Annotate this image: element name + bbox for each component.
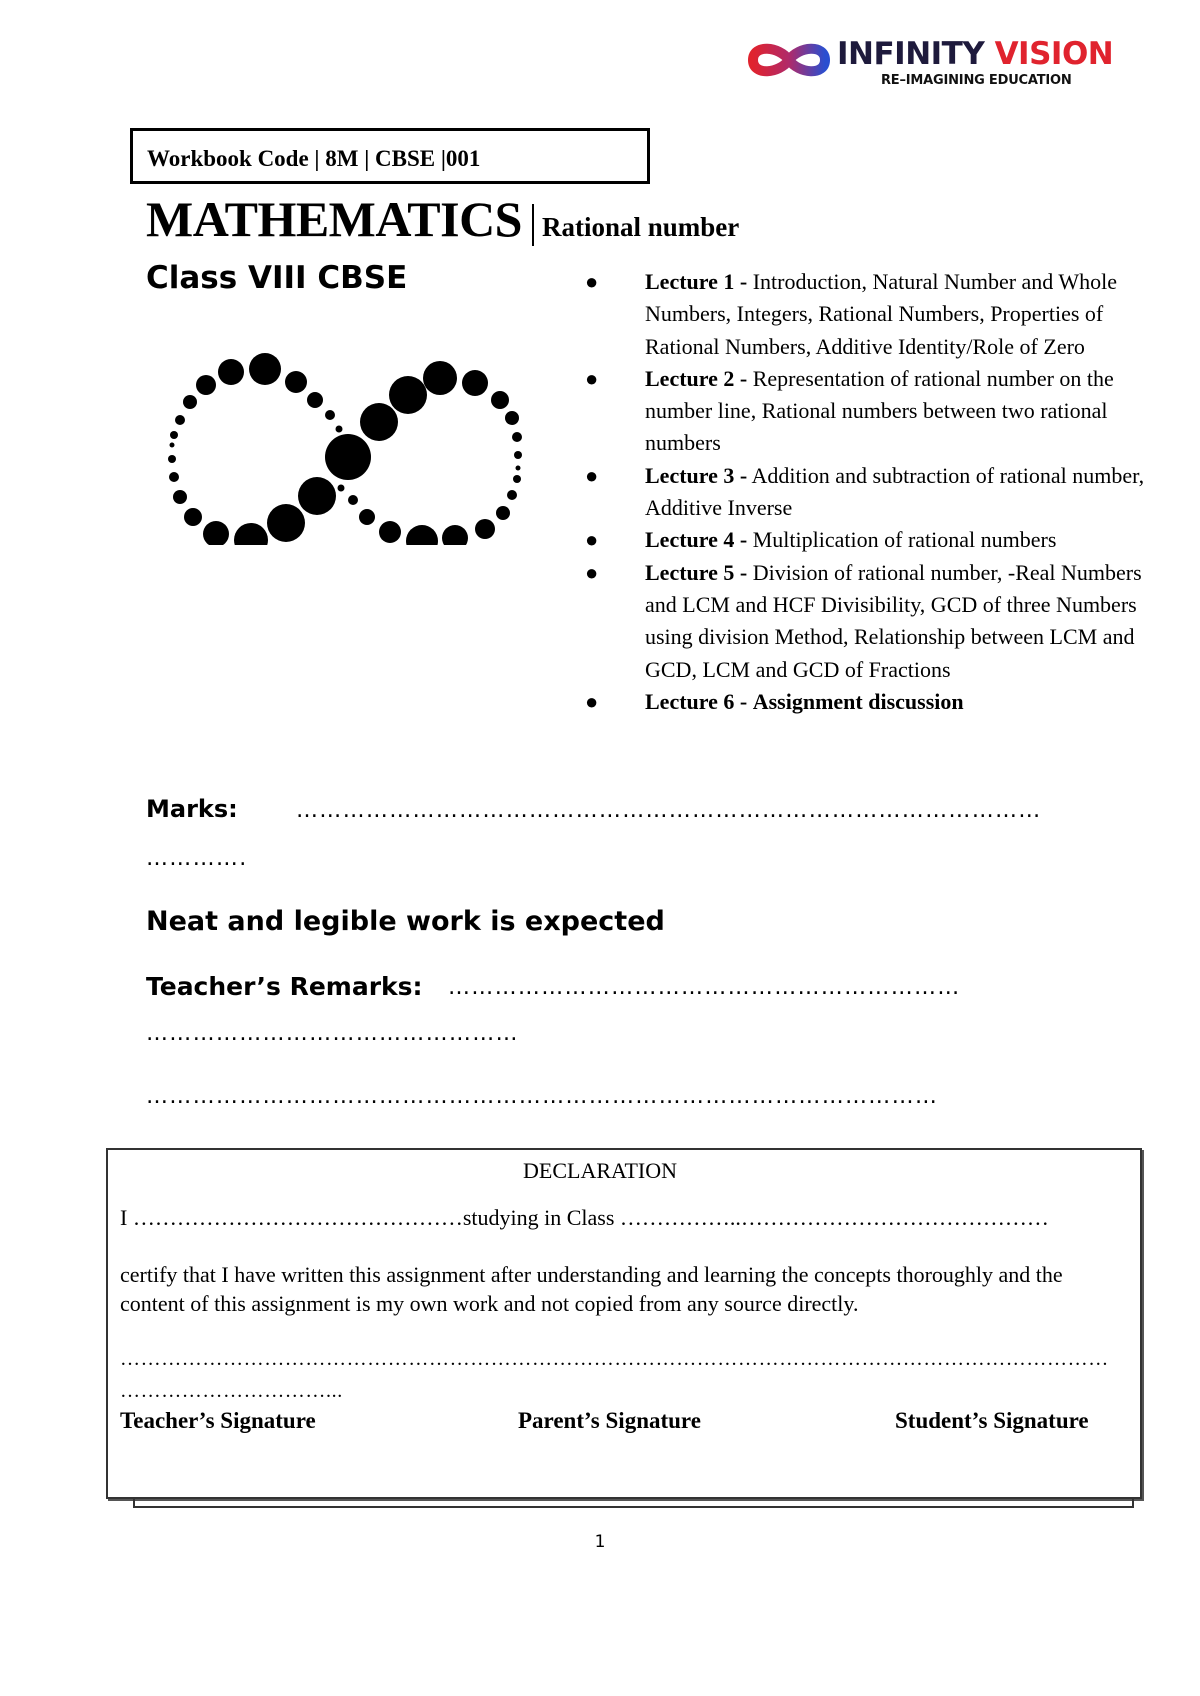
bullet-icon: ● xyxy=(585,269,599,294)
lecture-label: Lecture 1 - xyxy=(645,269,748,294)
lecture-label: Lecture 5 - xyxy=(645,559,748,585)
brand-name xyxy=(837,36,1113,72)
teacher-remarks-label: Teacher’s Remarks: xyxy=(146,972,423,1001)
topic-title: Rational number xyxy=(542,212,740,242)
workbook-code: Workbook Code | 8M | CBSE |001 xyxy=(147,146,481,171)
lecture-list xyxy=(585,266,1145,718)
lecture-text: Introduction, Natural Number and Whole Numbers, Integers, Rational Numbers, Properties of Rational Numbers, Additive Identity/Role of Zero xyxy=(645,269,1118,359)
lecture-item xyxy=(585,266,1145,363)
lecture-item xyxy=(585,557,1145,686)
declaration-box xyxy=(106,1148,1142,1499)
title-divider xyxy=(532,204,534,246)
student-name-field[interactable]: ……………………………………… xyxy=(127,1205,463,1230)
lecture-item xyxy=(585,363,1145,460)
infinity-logo-icon xyxy=(745,40,833,80)
lecture-item xyxy=(585,686,1145,718)
marks-field[interactable]: …………………………………………………………………………………… xyxy=(296,798,1042,823)
teacher-remarks-field-line2[interactable]: ………………………………………… xyxy=(146,1021,519,1046)
declaration-blank-line[interactable]: ……………………………………………………………………………………………………………………………… xyxy=(120,1348,1109,1370)
lecture-text: Addition and subtraction of rational number, Additive Inverse xyxy=(645,462,1145,521)
teacher-remarks-field-line3[interactable]: ………………………………………………………………………………………… xyxy=(146,1084,939,1109)
subject-title: MATHEMATICS xyxy=(146,191,522,247)
lecture-text: Assignment discussion xyxy=(752,688,964,714)
marks-label: Marks: xyxy=(146,795,238,823)
declaration-body: certify that I have written this assignment after understanding and learning the concepts thoroughly and the content of this assignment is my own work and not copied from any source directly. xyxy=(120,1262,1063,1316)
bullet-icon: ● xyxy=(585,688,599,714)
declaration-box-underline xyxy=(133,1498,1134,1508)
parent-signature-label: Parent’s Signature xyxy=(518,1408,701,1433)
lecture-label: Lecture 6 - xyxy=(645,688,748,714)
bullet-icon: ● xyxy=(585,365,599,391)
lecture-text: Division of rational number, -Real Numbers and LCM and HCF Divisibility, GCD of three Numbers using division Method, Relationship between LCM and GCD, LCM and GCD of Fractions xyxy=(645,559,1142,682)
teacher-signature-label: Teacher’s Signature xyxy=(120,1408,316,1433)
lecture-text: Representation of rational number on the number line, Rational numbers between two rational numbers xyxy=(645,365,1114,456)
declaration-title: DECLARATION xyxy=(523,1158,677,1183)
lecture-label: Lecture 4 - xyxy=(645,527,748,553)
declaration-name-class-line xyxy=(120,1205,1049,1231)
dotted-infinity-icon xyxy=(150,345,540,545)
bullet-icon: ● xyxy=(585,527,599,553)
brand-logo xyxy=(745,36,1125,96)
brand-name-part2: VISION xyxy=(994,36,1114,72)
student-signature-label: Student’s Signature xyxy=(895,1408,1089,1433)
declaration-blank-line-continued[interactable]: …………………………... xyxy=(120,1380,343,1402)
class-field[interactable]: ……………..…………………………………… xyxy=(614,1205,1049,1230)
bullet-icon: ● xyxy=(585,462,599,488)
brand-tagline: RE–IMAGINING EDUCATION xyxy=(881,73,1072,88)
declaration-pronoun: I xyxy=(120,1205,128,1230)
teacher-remarks-field[interactable]: ………………………………………………………… xyxy=(448,975,961,1000)
bullet-icon: ● xyxy=(585,559,599,585)
brand-name-part1: INFINITY xyxy=(837,36,985,72)
lecture-label: Lecture 2 - xyxy=(645,365,748,391)
lecture-text: Multiplication of rational numbers xyxy=(752,527,1057,553)
page-title xyxy=(146,190,739,248)
marks-field-continued[interactable]: …………. xyxy=(146,846,248,871)
class-label: Class VIII CBSE xyxy=(146,260,408,296)
declaration-studying-text: studying in Class xyxy=(462,1205,615,1230)
page-number: 1 xyxy=(594,1532,606,1552)
lecture-item xyxy=(585,524,1145,556)
neatness-notice: Neat and legible work is expected xyxy=(146,906,665,937)
workbook-code-box xyxy=(130,128,650,184)
lecture-label: Lecture 3 - xyxy=(645,462,748,488)
lecture-item xyxy=(585,460,1145,525)
